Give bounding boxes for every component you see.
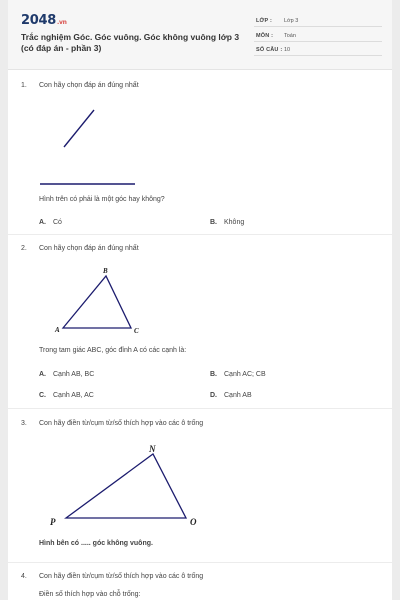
option-letter: A. <box>39 219 46 226</box>
question-2-prompt: Trong tam giác ABC, góc đỉnh A có các cạnh là: <box>39 347 187 354</box>
meta-subject <box>254 30 382 42</box>
question-1-option-b[interactable] <box>210 219 244 226</box>
vertex-label-o: O <box>190 517 197 527</box>
question-1-option-a[interactable] <box>39 219 62 226</box>
figure-segment-diagonal <box>64 110 94 147</box>
triangle-npo <box>66 454 186 518</box>
site-logo[interactable] <box>21 13 67 28</box>
worksheet-page <box>8 0 392 600</box>
option-letter: B. <box>210 371 217 378</box>
meta-value: Toán <box>284 33 296 39</box>
worksheet-header <box>8 0 392 70</box>
meta-value: 10 <box>284 47 291 53</box>
meta-key: LỚP : <box>256 18 272 24</box>
question-2-option-d[interactable] <box>210 392 252 399</box>
question-4-prompt: Điền số thích hợp vào chỗ trống: <box>39 591 141 598</box>
option-text: Cạnh AC; CB <box>224 371 266 378</box>
question-2-option-a[interactable] <box>39 371 94 378</box>
option-letter: B. <box>210 219 217 226</box>
vertex-label-b: B <box>103 267 108 275</box>
question-3-triangle-figure <box>38 440 213 530</box>
question-2-option-c[interactable] <box>39 392 94 399</box>
question-2-number: 2. <box>21 245 27 252</box>
meta-key: SỐ CÂU : <box>256 47 283 53</box>
logo-text: 2048 <box>21 13 56 28</box>
divider <box>8 234 392 235</box>
vertex-label-n: N <box>149 444 156 454</box>
meta-value: Lớp 3 <box>284 18 299 24</box>
question-1-instruction: Con hãy chọn đáp án đúng nhất <box>39 82 139 89</box>
logo-domain: .vn <box>56 19 67 26</box>
triangle-abc <box>63 276 131 328</box>
option-text: Có <box>53 219 62 226</box>
meta-question-count <box>254 44 382 56</box>
option-letter: A. <box>39 371 46 378</box>
question-1-number: 1. <box>21 82 27 89</box>
question-1-prompt: Hình trên có phải là một góc hay không? <box>39 196 165 203</box>
option-text: Cạnh AB, BC <box>53 371 95 378</box>
question-2-instruction: Con hãy chọn đáp án đúng nhất <box>39 245 139 252</box>
vertex-label-c: C <box>134 327 139 335</box>
option-letter: D. <box>210 392 217 399</box>
option-letter: C. <box>39 392 46 399</box>
worksheet-title: Trắc nghiệm Góc. Góc vuông. Góc không vuông lớp 3 (có đáp án - phần 3) <box>21 32 240 53</box>
option-text: Cạnh AB, AC <box>53 392 94 399</box>
meta-key: MÔN : <box>256 33 274 39</box>
question-4-instruction: Con hãy điền từ/cụm từ/số thích hợp vào các ô trống <box>39 573 204 580</box>
option-text: Không <box>224 219 245 226</box>
question-2-triangle-figure <box>44 264 154 339</box>
question-1-figure <box>38 105 148 190</box>
question-4-number: 4. <box>21 573 27 580</box>
option-text: Cạnh AB <box>224 392 252 399</box>
question-3-instruction: Con hãy điền từ/cụm từ/số thích hợp vào các ô trống <box>39 420 204 427</box>
meta-grade <box>254 15 382 27</box>
vertex-label-a: A <box>55 326 60 334</box>
vertex-label-p: P <box>50 517 56 527</box>
divider <box>8 408 392 409</box>
divider <box>8 562 392 563</box>
question-3-prompt: Hình bên có ..... góc không vuông. <box>39 540 153 547</box>
question-2-option-b[interactable] <box>210 371 266 378</box>
question-3-number: 3. <box>21 420 27 427</box>
